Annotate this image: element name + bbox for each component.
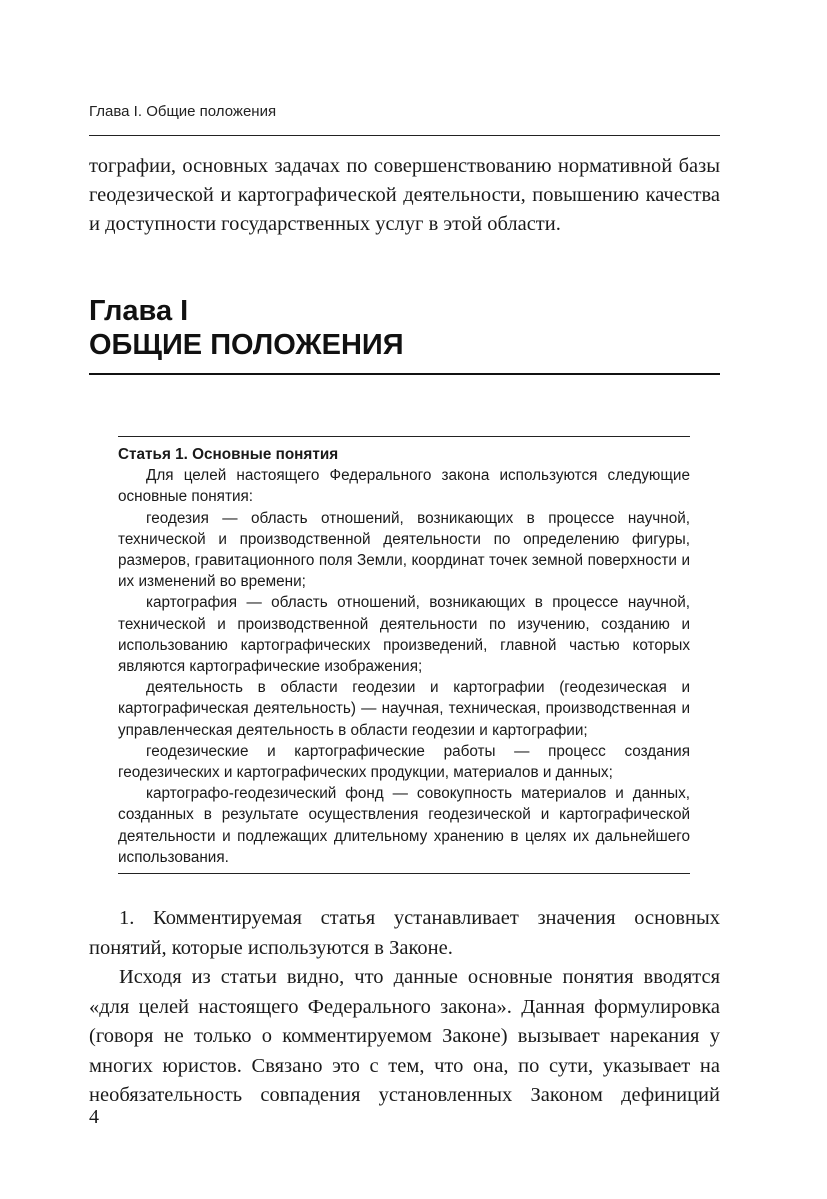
article-paragraph: деятельность в области геодезии и картографии (геодезическая и картографическая деятельность) — научная, техническая, производственная и управленческая деятельность в области геодезии и картографии;	[118, 679, 690, 739]
article-paragraph: картографо-геодезический фонд — совокупность материалов и данных, созданных в результате осуществления геодезической и картографической деятельности и подлежащих длительному хранению в целях их дальнейшего использования.	[118, 785, 690, 866]
page-number: 4	[89, 1106, 99, 1128]
article-paragraph: Для целей настоящего Федерального закона используются следующие основные понятия:	[118, 467, 690, 506]
article-title: Статья 1. Основные понятия	[118, 446, 339, 463]
commentary-paragraph: 1. Комментируемая статья устанавливает значения основных понятий, которые используются в Законе.	[89, 907, 720, 959]
article-paragraph: картография — область отношений, возникающих в процессе научной, технической и производственной деятельности по изучению, созданию и использованию картографических произведений, главной частью которых являются картографические изображения;	[118, 594, 690, 676]
header-divider	[89, 135, 720, 136]
chapter-number: Глава I	[89, 295, 189, 327]
chapter-divider	[89, 373, 720, 375]
article-paragraph: геодезические и картографические работы — процесс создания геодезических и картографических продукции, материалов и данных;	[118, 742, 690, 782]
article-text-box	[118, 436, 690, 874]
running-header: Глава I. Общие положения	[89, 103, 277, 120]
intro-paragraph: тографии, основных задачах по совершенствованию нормативной базы геодезической и картографической деятельности, повышению качества и доступности государственных услуг в этой области.	[89, 155, 720, 235]
article-paragraph: геодезия — область отношений, возникающих в процессе научной, технической и производственной деятельности по определению фигуры, размеров, гравитационного поля Земли, координат точек земной поверхности и их изменений во времени;	[118, 509, 690, 591]
intro-text-block	[89, 152, 720, 239]
chapter-title: ОБЩИЕ ПОЛОЖЕНИЯ	[89, 329, 404, 361]
chapter-heading	[89, 294, 404, 362]
commentary-paragraph: Исходя из статьи видно, что данные основные понятия вводятся «для целей настоящего Федерального закона». Данная формулировка (говоря не только о комментируемом Законе) вызывает нарекания у многих юристов. Связано это с тем, что она, по сути, указывает на необязательность совпадения установленных Законом дефиниций	[89, 966, 720, 1106]
commentary-text-block	[89, 904, 720, 1111]
